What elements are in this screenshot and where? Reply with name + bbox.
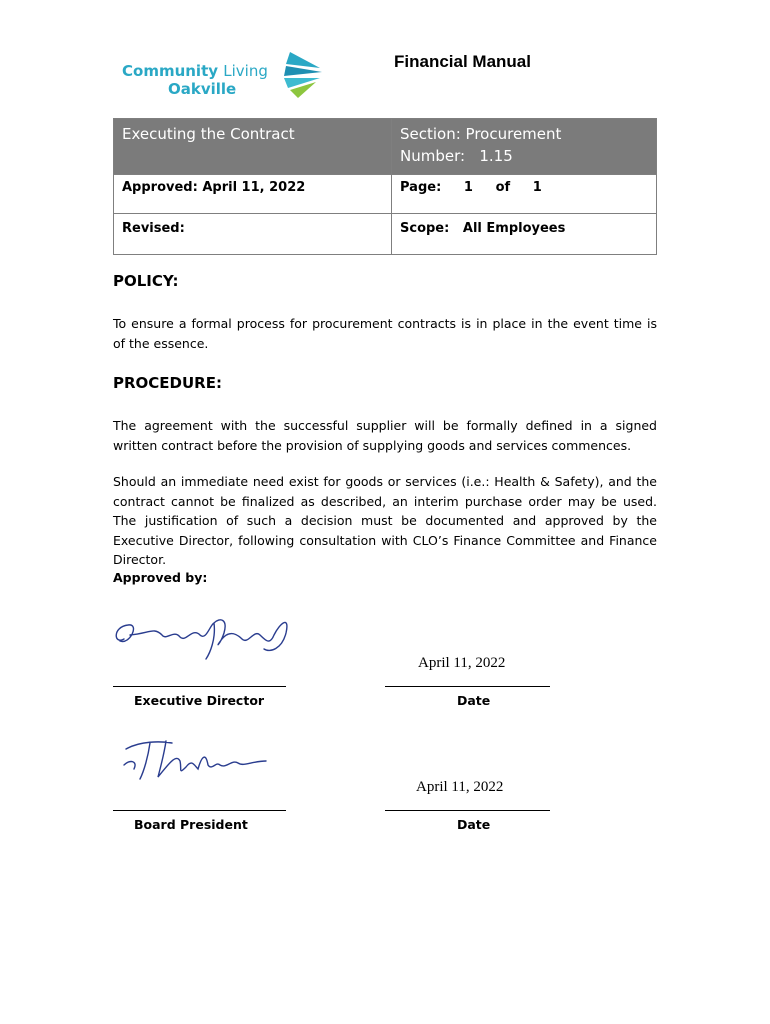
policy-title: Executing the Contract — [122, 125, 295, 143]
manual-title: Financial Manual — [394, 52, 531, 71]
procedure-paragraph-2: Should an immediate need exist for goods or services (i.e.: Health & Safety), and the contract cannot be finalized as described, an interim purchase order may be used. The justification of such a decision must be documented and approved by the Executive Director, following consultation with CLO’s Finance Committee and Finance Director. — [113, 474, 657, 567]
logo-mark-icon — [280, 50, 324, 100]
board-president-label: Board President — [134, 817, 248, 832]
policy-title-cell — [114, 119, 392, 175]
policy-text: To ensure a formal process for procurement contracts is in place in the event time is of the essence. — [113, 316, 657, 351]
logo-word-living: Living — [223, 62, 268, 80]
number-label: Number: 1.15 — [400, 147, 513, 165]
board-president-date-line — [385, 810, 550, 811]
scope-cell — [392, 214, 657, 255]
logo-word-oakville: Oakville — [168, 80, 237, 98]
policy-heading: POLICY: — [113, 272, 179, 290]
executive-director-date-line — [385, 686, 550, 687]
executive-director-signature-line — [113, 686, 286, 687]
approved-by-label: Approved by: — [113, 570, 208, 585]
organization-logo — [118, 50, 323, 102]
page-count: Page: 1 of 1 — [400, 180, 542, 195]
executive-director-date-label: Date — [457, 693, 491, 708]
section-number-cell — [392, 119, 657, 175]
executive-director-date: April 11, 2022 — [418, 655, 506, 671]
procedure-heading: PROCEDURE: — [113, 374, 222, 392]
revised-cell — [114, 214, 392, 255]
scope-label: Scope: All Employees — [400, 221, 566, 236]
policy-header-table — [113, 118, 657, 255]
page-cell — [392, 175, 657, 214]
executive-director-label: Executive Director — [134, 693, 265, 708]
logo-word-community: Community — [122, 62, 219, 80]
executive-director-signature — [110, 605, 295, 667]
board-president-signature — [120, 735, 275, 785]
approved-date-cell — [114, 175, 392, 214]
board-president-date: April 11, 2022 — [416, 779, 504, 795]
approved-date: Approved: April 11, 2022 — [122, 180, 306, 195]
board-president-date-label: Date — [457, 817, 491, 832]
revised-label: Revised: — [122, 221, 185, 236]
section-label: Section: Procurement — [400, 125, 562, 143]
procedure-paragraph-1: The agreement with the successful supplier will be formally defined in a signed written contract before the provision of supplying goods and services commences. — [113, 418, 657, 453]
board-president-signature-line — [113, 810, 286, 811]
